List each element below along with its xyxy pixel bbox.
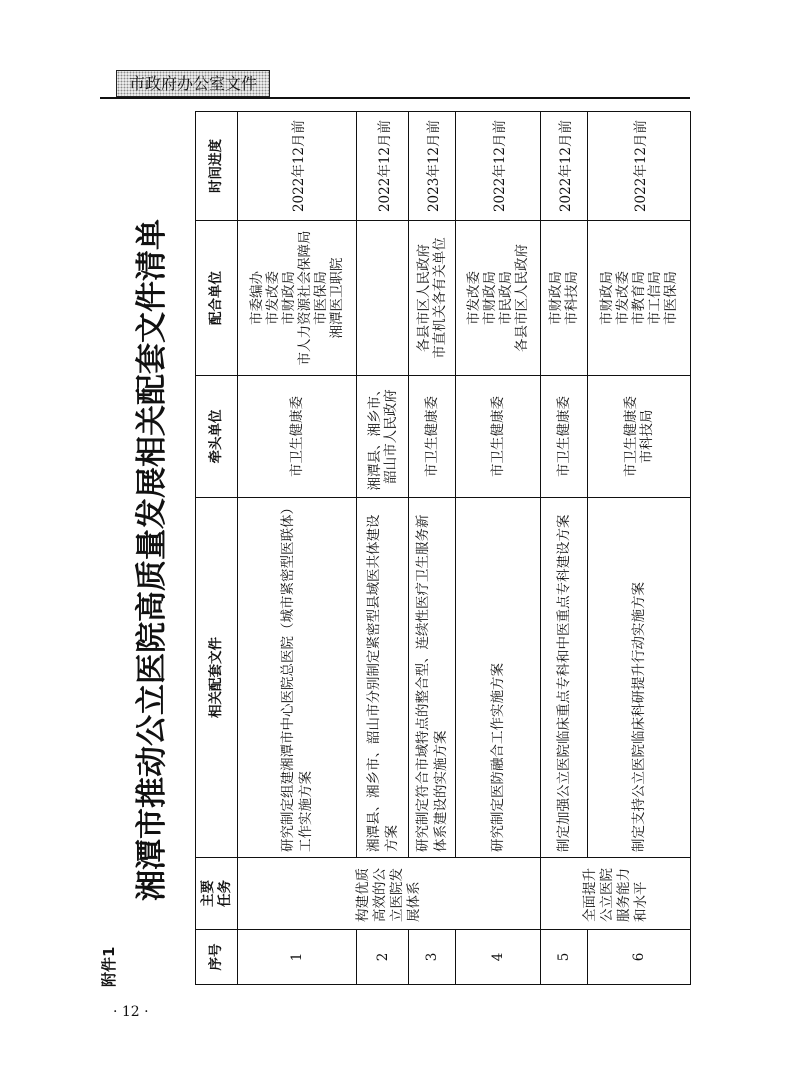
document-name: 研究制定组建湘潭市中心医院总医院（城市紧密型医联体） 工作实施方案 [238, 498, 357, 858]
bulletin-header-label: 市政府办公室文件 [128, 74, 257, 93]
column-header-no: 序号 [196, 930, 238, 985]
table-row [456, 112, 541, 985]
supporting-documents-table-container [195, 112, 690, 985]
document-name: 研究制定医防融合工作实施方案 [456, 498, 541, 858]
column-header-deadline: 时间进度 [196, 112, 238, 221]
bulletin-header-badge [116, 70, 270, 97]
partner-unit: 市发改委 [265, 271, 281, 325]
row-number: 3 [409, 930, 456, 985]
table-row [238, 112, 357, 985]
document-name: 制定加强公立医院临床重点专科和中医重点专科建设方案 [541, 498, 588, 858]
column-header-task: 主要任务 [199, 880, 233, 907]
main-task-label: 全面提升公立医院服务能力和水平 [581, 868, 649, 922]
lead-units-cell [456, 376, 541, 498]
row-number: 2 [357, 930, 409, 985]
partner-unit: 市教育局 [631, 271, 647, 325]
page-number: · 12 · [113, 1004, 149, 1020]
partner-unit: 市委编办 [249, 271, 265, 325]
partner-units-cell [238, 221, 357, 376]
column-header-document: 相关配套文件 [196, 498, 238, 858]
column-header-lead: 牵头单位 [196, 376, 238, 498]
lead-units-cell [238, 376, 357, 498]
lead-unit: 市卫生健康委 [623, 396, 639, 477]
lead-unit: 市卫生健康委 [556, 396, 572, 477]
table-row [357, 112, 409, 985]
row-number: 4 [456, 930, 541, 985]
document-name: 制定支持公立医院临床科研提升行动实施方案 [588, 498, 691, 858]
lead-unit: 市卫生健康委 [289, 396, 305, 477]
column-header-task-cell [196, 858, 238, 930]
document-name: 研究制定符合市域特点的整合型、连续性医疗卫生服务新 体系建设的实施方案 [409, 498, 456, 858]
partner-unit: 市科技局 [564, 271, 580, 325]
partner-unit: 市工信局 [647, 271, 663, 325]
partner-unit: 各县市区人民政府 [416, 244, 432, 352]
lead-unit: 市科技局 [639, 409, 655, 464]
partner-units-cell [588, 221, 691, 376]
partner-unit: 市医保局 [313, 271, 329, 325]
row-number: 5 [541, 930, 588, 985]
partner-unit: 市财政局 [281, 271, 297, 325]
header-rule [100, 97, 690, 99]
lead-unit: 市卫生健康委 [424, 396, 440, 477]
table-header-row [196, 112, 238, 985]
supporting-documents-table [195, 111, 691, 985]
partner-unit: 市民政局 [498, 271, 514, 325]
document-title: 湘潭市推动公立医院高质量发展相关配套文件清单 [134, 219, 170, 901]
partner-unit: 市财政局 [548, 271, 564, 325]
deadline: 2022年12月前 [541, 112, 588, 221]
partner-unit: 各县市区人民政府 [514, 244, 530, 352]
partner-units-cell [409, 221, 456, 376]
partner-units-cell [541, 221, 588, 376]
partner-unit: 市财政局 [599, 271, 615, 325]
lead-units-cell [409, 376, 456, 498]
partner-unit: 市发改委 [466, 271, 482, 325]
lead-unit: 市卫生健康委 [490, 396, 506, 477]
deadline: 2022年12月前 [357, 112, 409, 221]
table-row [541, 112, 588, 985]
column-header-partners: 配合单位 [196, 221, 238, 376]
partner-units-cell [456, 221, 541, 376]
partner-unit: 市发改委 [615, 271, 631, 325]
partner-units-cell [357, 221, 409, 376]
table-row [409, 112, 456, 985]
partner-unit: 市直机关各有关单位 [432, 237, 448, 359]
deadline: 2023年12月前 [409, 112, 456, 221]
deadline: 2022年12月前 [238, 112, 357, 221]
partner-unit: 湘潭医卫职院 [329, 257, 345, 339]
lead-units-cell [357, 376, 409, 498]
attachment-label: 附件1 [100, 946, 118, 987]
partner-unit: 市财政局 [482, 271, 498, 325]
table-row [588, 112, 691, 985]
partner-unit: 市医保局 [663, 271, 679, 325]
main-task-cell [541, 858, 691, 930]
document-name: 湘潭县、湘乡市、韶山市分别制定紧密型县域医共体建设 方案 [357, 498, 409, 858]
lead-units-cell [588, 376, 691, 498]
partner-unit: 市人力资源社会保障局 [297, 230, 313, 366]
main-task-cell [238, 858, 541, 930]
deadline: 2022年12月前 [456, 112, 541, 221]
row-number: 6 [588, 930, 691, 985]
lead-unit: 湘潭县、湘乡市、韶山市人民政府 [366, 382, 399, 491]
deadline: 2022年12月前 [588, 112, 691, 221]
main-task-label: 构建优质高效的公立医院发展体系 [355, 868, 422, 922]
row-number: 1 [238, 930, 357, 985]
lead-units-cell [541, 376, 588, 498]
